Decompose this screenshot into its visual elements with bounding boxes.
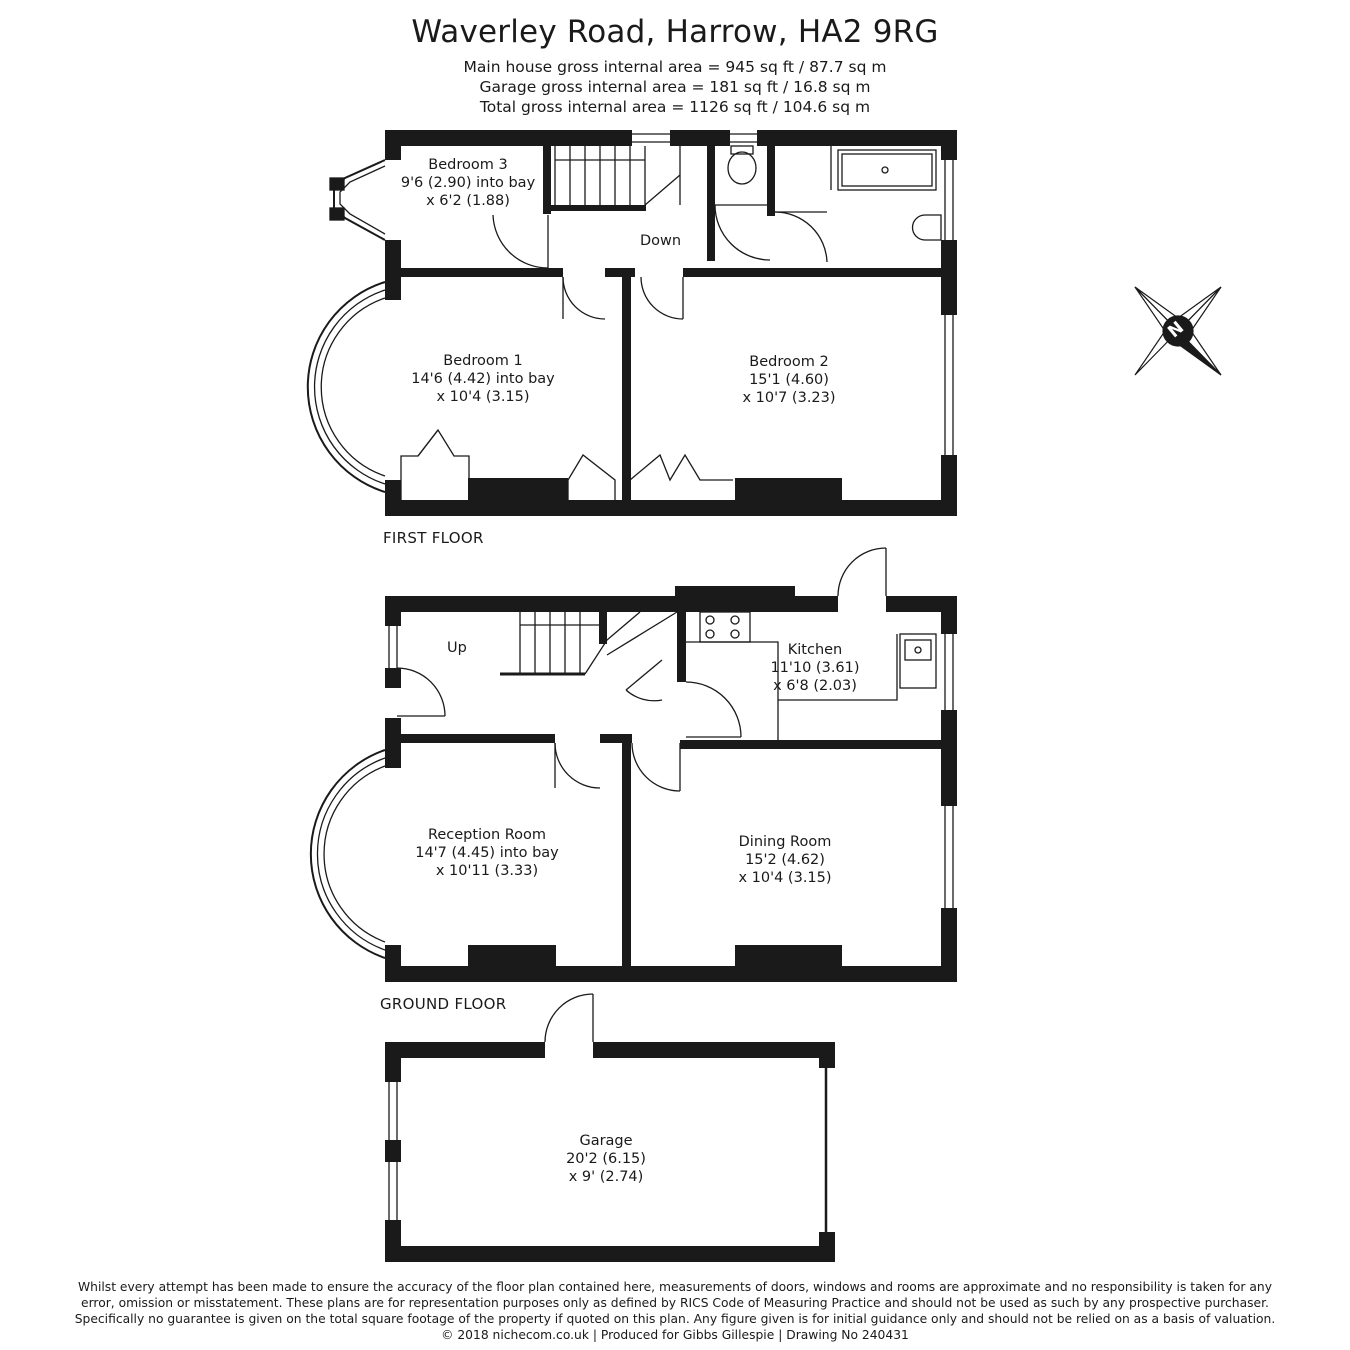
room-kitchen (705, 641, 925, 695)
room-dimension: 11'10 (3.61) (770, 660, 860, 676)
compass-north-letter: N (1164, 317, 1188, 343)
room-name: Bedroom 1 (443, 353, 523, 369)
room-dimension: 14'6 (4.42) into bay (411, 371, 555, 387)
room-name: Dining Room (738, 834, 832, 850)
disclaimer-line: error, omission or misstatement. These plans are for representation purposes only as defined by RICS Code of Measuring Practice and should not be used as such by any prospective purchaser. (81, 1296, 1269, 1310)
room-dimension: x 6'2 (1.88) (426, 193, 510, 209)
room-bedroom-1 (373, 352, 593, 406)
garage-details (389, 994, 826, 1232)
disclaimer-line: Whilst every attempt has been made to ensure the accuracy of the floor plan contained here, measurements of doors, windows and rooms are approximate and no responsibility is taken for any (78, 1280, 1272, 1294)
room-dimension: x 10'4 (3.15) (738, 870, 832, 886)
garage-area: Garage gross internal area = 181 sq ft / 16.8 sq m (479, 78, 871, 96)
room-name: Bedroom 2 (749, 354, 829, 370)
room-dimension: x 10'7 (3.23) (742, 390, 836, 406)
room-dimension: 9'6 (2.90) into bay (400, 175, 536, 191)
disclaimer-line: Specifically no guarantee is given on the total square footage of the property if quoted on this plan. Any figure given is for initial guidance only and should not be relied on as a basis of valuation. (74, 1312, 1276, 1326)
stairs-down-label: Down (640, 233, 682, 249)
room-name: Kitchen (787, 642, 843, 658)
plan-title: Waverley Road, Harrow, HA2 9RG (411, 14, 939, 50)
room-dining (675, 833, 895, 887)
room-bedroom-3 (358, 156, 578, 210)
room-reception (377, 826, 597, 880)
room-dimension: 15'2 (4.62) (745, 852, 825, 868)
first-floor-label: FIRST FLOOR (383, 529, 484, 547)
main-house-area: Main house gross internal area = 945 sq ft / 87.7 sq m (463, 58, 887, 76)
room-dimension: x 9' (2.74) (568, 1169, 644, 1185)
ground-floor-label: GROUND FLOOR (380, 995, 507, 1013)
room-dimension: x 10'11 (3.33) (435, 863, 539, 879)
room-dimension: 15'1 (4.60) (749, 372, 829, 388)
total-area: Total gross internal area = 1126 sq ft / 104.6 sq m (479, 98, 871, 116)
room-bedroom-2 (679, 353, 899, 407)
room-name: Bedroom 3 (428, 157, 508, 173)
room-dimension: x 6'8 (2.03) (773, 678, 857, 694)
room-name: Garage (579, 1133, 633, 1149)
room-name: Reception Room (427, 827, 547, 843)
room-garage (496, 1132, 716, 1186)
room-dimension: 14'7 (4.45) into bay (415, 845, 559, 861)
stairs-up-label: Up (447, 640, 467, 656)
room-dimension: x 10'4 (3.15) (436, 389, 530, 405)
room-dimension: 20'2 (6.15) (566, 1151, 646, 1167)
copyright-line: © 2018 nichecom.co.uk | Produced for Gibbs Gillespie | Drawing No 240431 (441, 1328, 909, 1342)
